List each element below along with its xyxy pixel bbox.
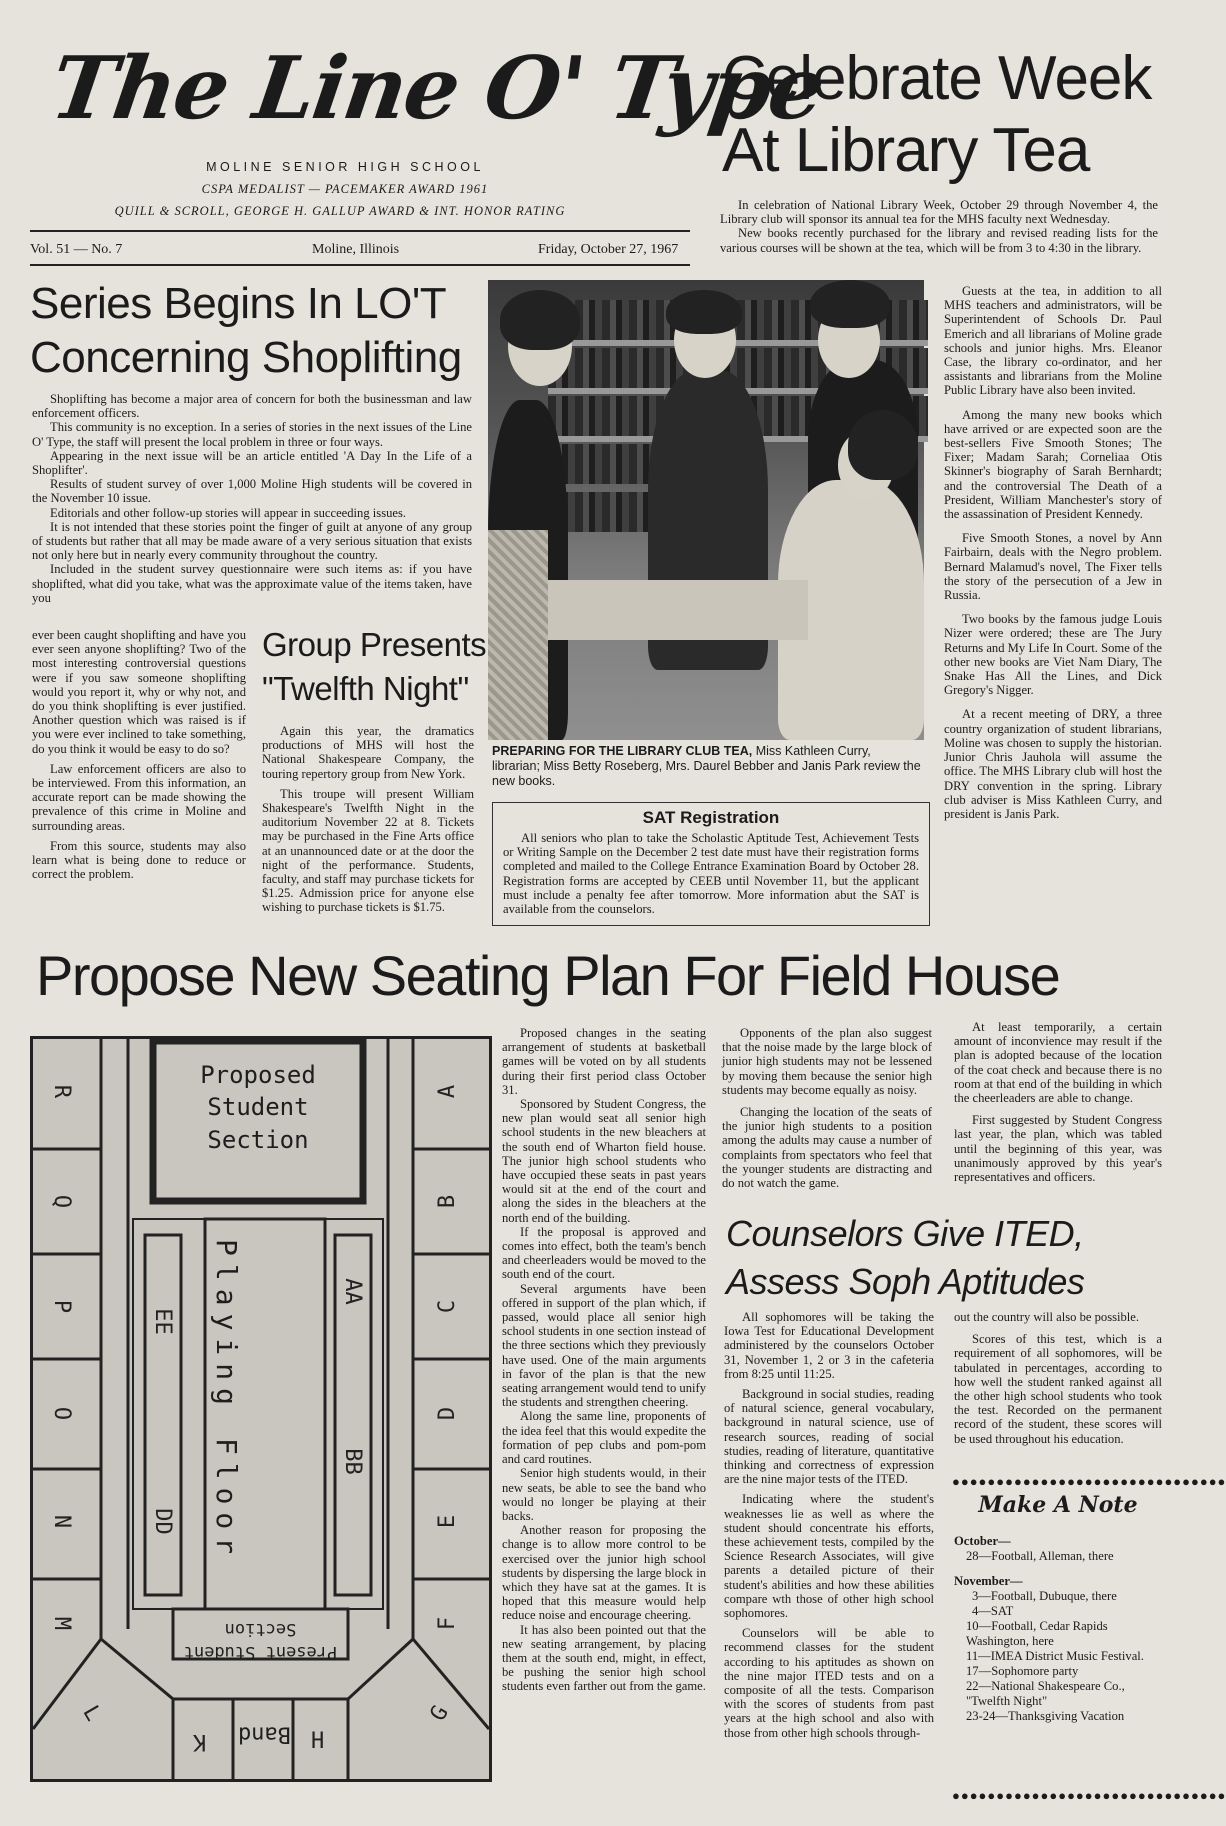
shoplifting-p7b: ever been caught shoplifting and have you ever seen anyone shoplifting? Two of the most interesting controversial questions were if you saw someone shoplifting would you report it, why or why not, and do you think shoplifting is ever justified. Another question which was raised is if you were ever inclined to take something, do you think it would be easy to do so? bbox=[32, 628, 246, 756]
counselors-column-1 bbox=[724, 1310, 934, 1740]
section-bb-label: BB bbox=[339, 1448, 365, 1475]
library-intro-p1: In celebration of National Library Week, October 29 through November 4, the Library club will sponsor its annual tea for the MHS faculty next Wednesday. bbox=[720, 198, 1158, 227]
proposed-student-section-label: Proposed Student Section bbox=[200, 1061, 316, 1154]
section-n-label: N bbox=[49, 1514, 75, 1529]
shoplifting-headline-line1: Series Begins In LO'T bbox=[30, 279, 447, 328]
shoplifting-body-left bbox=[32, 628, 246, 881]
playing-floor-label: Playing Floor bbox=[210, 1239, 243, 1563]
twelfth-night-p1: Again this year, the dramatics productions of MHS will host the National Shakespeare Company, the touring repertory group from New York. bbox=[262, 724, 474, 781]
masthead-school: MOLINE SENIOR HIGH SCHOOL bbox=[206, 160, 484, 174]
note-top-dots: ●●●●●●●●●●●●●●●●●●●●●●●●●●●●●●● bbox=[952, 1474, 1226, 1489]
note-november-item: 11—IMEA District Music Festival. bbox=[966, 1649, 1144, 1663]
section-g-label: G bbox=[425, 1701, 454, 1726]
photo-caption bbox=[492, 744, 922, 789]
counselors-column-2 bbox=[954, 1310, 1162, 1446]
note-october-label: October— bbox=[954, 1534, 1011, 1548]
section-c-label: C bbox=[435, 1299, 461, 1314]
library-col-p1: Guests at the tea, in addition to all MHS teachers and administrators, will be Superintendent of Schools Dr. Paul Emerich and all librarians of Moline grade schools and junior highs. Mrs. Eleanor Case, the library co-ordinator, and her assistants and librarians from the Moline Public Library have also been invited. bbox=[944, 284, 1162, 398]
seating-c1-p4: Several arguments have been offered in support of the plan which, if passed, would place all senior high school students in one section instead of the three sections which they previously have used. One of the main arguments in favor of the plan is that the new seating arrangement would tend to unify the students and strengthen cheering. bbox=[502, 1281, 706, 1410]
shoplifting-p4: Results of student survey of over 1,000 Moline High students will be covered in the November 10 issue. bbox=[32, 477, 472, 506]
sat-body: All seniors who plan to take the Scholastic Aptitude Test, Achievement Tests or Writing Sample on the December 2 test date must have their registration forms completed and mailed to the College Entrance Examination Board by October 28. Registration forms are accepted by CEEB until November 11, but the applicant must include a penalty fee after tomorrow. More information abut the SAT is available from the counselors. bbox=[503, 831, 919, 917]
section-r-label: R bbox=[49, 1084, 75, 1099]
seating-c1-p2: Sponsored by Student Congress, the new plan would seat all senior high school students in the new bleachers at the south end of Wharton field house. The junior high school students who have occupied these seats in past years would sit at the end of the court and along the sides in the bleachers at the north end of the building. bbox=[502, 1097, 706, 1225]
section-l-label: L bbox=[77, 1701, 106, 1726]
seating-c1-p8: It has also been pointed out that the new seating arrangement, by placing them at the south end, might, in effect, be pushing the senior high school students even farther out from the game. bbox=[502, 1622, 706, 1694]
library-column bbox=[944, 284, 1162, 821]
section-h-label: H bbox=[311, 1729, 325, 1754]
seating-c3-p2: First suggested by Student Congress last year, the plan, which was tabled until the beginning of this year, was unanimously approved by this year's representatives and officers. bbox=[954, 1113, 1162, 1185]
counselors-c1-p2: Background in social studies, reading of natural science, general vocabulary, background in natural science, use of research sources, reading of social studies, reading of literature, quantitative thinking and correctness of expression are the nine major tests of the ITED. bbox=[724, 1387, 934, 1487]
make-a-note-list bbox=[954, 1534, 1164, 1724]
section-dd-label: DD bbox=[149, 1508, 175, 1535]
library-col-p4: Two books by the famous judge Louis Nizer were ordered; these are The Jury Returns and My Life In Court. Some of the other new books are Viet Nam Diary, The Snake Has All the Lines, and Dick Gregory's Nigger. bbox=[944, 612, 1162, 698]
shoplifting-body-top bbox=[32, 392, 472, 605]
note-november-item: 3—Football, Dubuque, there bbox=[972, 1589, 1117, 1603]
masthead-title: The Line O' Type bbox=[44, 38, 830, 139]
note-bottom-dots: ●●●●●●●●●●●●●●●●●●●●●●●●●●●●●●● bbox=[952, 1788, 1226, 1803]
seating-headline: Propose New Seating Plan For Field House bbox=[36, 944, 1060, 1007]
library-headline-line1: Celebrate Week bbox=[722, 44, 1152, 113]
seating-c1-p1: Proposed changes in the seating arrangement of students at basketball games will be voted on by all students during their first period class October 31. bbox=[502, 1026, 706, 1097]
note-november-item: 10—Football, Cedar Rapids Washington, here bbox=[966, 1619, 1108, 1648]
note-october-item: 28—Football, Alleman, there bbox=[966, 1549, 1114, 1563]
shoplifting-p6: It is not intended that these stories point the finger of guilt at anyone of any group of students but rather that all may be made aware of a very serious situation that exists not only here but in nearly every community throughout the country. bbox=[32, 519, 472, 563]
shoplifting-p5: Editorials and other follow-up stories will appear in succeeding issues. bbox=[50, 505, 407, 520]
sat-headline: SAT Registration bbox=[642, 808, 780, 827]
dateline-place: Moline, Illinois bbox=[312, 242, 400, 257]
library-col-p2: Among the many new books which have arrived or are expected soon are the best-sellers Five Smooth Stones; The Fixer; Madam Sarah; Corneliaa Otis Skinner's biography of Sarah Bernhardt; and the controversial The Death of a President, William Manchester's story of the assassination of President Kennedy. bbox=[944, 407, 1162, 522]
seating-c1-p6: Senior high students would, in their new seats, be able to see the band who would no longer be playing at their backs. bbox=[502, 1466, 706, 1523]
shoplifting-p3: Appearing in the next issue will be an article entitled 'A Day In the Life of a Shoplifter'. bbox=[32, 448, 472, 478]
band-label: Band bbox=[238, 1721, 291, 1747]
twelfth-night-headline-line1: Group Presents bbox=[262, 626, 487, 663]
section-m-label: M bbox=[49, 1616, 75, 1631]
library-col-p3: Five Smooth Stones, a novel by Ann Fairbairn, deals with the Negro problem. Bernard Malamud's novel, The Fixer tells the story of the persecution of a Jew in Russia. bbox=[944, 531, 1162, 603]
seating-column-3 bbox=[954, 1020, 1162, 1184]
counselors-headline-line1: Counselors Give ITED, bbox=[726, 1213, 1084, 1254]
section-p-label: P bbox=[49, 1299, 75, 1314]
section-k-label: K bbox=[193, 1729, 207, 1754]
section-b-label: B bbox=[435, 1194, 461, 1209]
counselors-headline-line2: Assess Soph Aptitudes bbox=[726, 1261, 1085, 1302]
sat-box bbox=[492, 802, 930, 926]
counselors-c1-p4: Counselors will be able to recommend classes for the student according to his aptitudes as shown on the nine major ITED tests and on a composite of all the tests. Comparison with the scores of students from past years at the high school and also with those from other high schools through- bbox=[724, 1626, 934, 1740]
counselors-c2-p1: out the country will also be possible. bbox=[954, 1310, 1140, 1324]
note-november-item: 17—Sophomore party bbox=[966, 1664, 1079, 1678]
library-headline-line2: At Library Tea bbox=[722, 116, 1090, 185]
section-q-label: Q bbox=[49, 1194, 75, 1209]
counselors-c1-p1: All sophomores will be taking the Iowa Test for Educational Development administered by the counselors October 31, November 1, 2 or 3 in the cafeteria from 8:25 until 11:25. bbox=[724, 1310, 934, 1381]
seating-c3-p1: At least temporarily, a certain amount of inconvience may result if the plan is adopted because of the location of the coat check and because there is no room at that end of the building in which the cheerleaders are able to change. bbox=[954, 1020, 1162, 1106]
shoplifting-headline-line2: Concerning Shoplifting bbox=[30, 333, 462, 382]
counselors-c1-p3: Indicating where the student's weaknesses lie as well as where the student should concentrate his efforts, these achievement tests, compiled by the Science Research Associates, will give parents a detailed picture of their student's abilities and how these abilities compare wth those of other high school sophomores. bbox=[724, 1492, 934, 1621]
library-col-p5: At a recent meeting of DRY, a three country organization of student librarians, Moline was chosen to supply the historian. Junior Chris Jauhola will assume the office. The MHS Library club will host the DRY convention in the spring. Library club adviser is Miss Kathleen Curry, and president is Janis Park. bbox=[944, 707, 1162, 821]
field-house-seating-diagram bbox=[30, 1036, 492, 1782]
seating-c1-p7: Another reason for proposing the change is to allow more control to be exercised over the junior high school students by dispersing the large block in which they have sat at the games. It is hoped that this measure would help reduce noise and encourage cheering. bbox=[502, 1523, 706, 1623]
counselors-c2-p2: Scores of this test, which is a requirement of all sophomores, will be tabulated in percentages, according to how well the student ranked against all the other high school students who took the test. Recorded on the permanent record of the student, these scores will be used throughout his education. bbox=[954, 1332, 1162, 1446]
shoplifting-p2: This community is no exception. In a series of stories in the next issues of the Line O' Type, the staff will present the local problem in three or four ways. bbox=[32, 420, 472, 449]
note-november-item: 23-24—Thanksgiving Vacation bbox=[966, 1709, 1125, 1723]
issue-date: Friday, October 27, 1967 bbox=[538, 242, 679, 257]
section-d-label: D bbox=[435, 1406, 461, 1421]
shoplifting-p8: Law enforcement officers are also to be interviewed. From this information, an accurate report can be made showing the prevalence of this crime in Moline and surrounding areas. bbox=[32, 761, 246, 833]
seating-c2-p2: Changing the location of the seats of the junior high students to a position among the adults may cause a number of complaints from spectators who feel that the younger students are distracting and do not watch the game. bbox=[722, 1105, 932, 1191]
make-a-note-title: Make A Note bbox=[978, 1492, 1138, 1518]
library-intro-p2: New books recently purchased for the library and revised reading lists for the various courses will be shown at the tea, which will be from 3 to 4:30 in the library. bbox=[720, 226, 1158, 255]
library-intro bbox=[720, 198, 1158, 255]
seating-c2-p1: Opponents of the plan also suggest that the noise made by the large block of junior high students may not be lessened by moving them because the senior high students may become equally as noisy. bbox=[722, 1026, 932, 1097]
photo-caption-lead: PREPARING FOR THE LIBRARY CLUB TEA, bbox=[492, 744, 753, 758]
section-aa-label: AA bbox=[339, 1278, 365, 1305]
photo-caption-text: Miss Kathleen Curry, librarian; Miss Betty Roseberg, Mrs. Daurel Bebber and Janis Park review the new books. bbox=[492, 744, 921, 788]
shoplifting-p9: From this source, students may also learn what is being done to reduce or correct the problem. bbox=[32, 838, 246, 882]
seating-column-2 bbox=[722, 1026, 932, 1190]
shoplifting-p7a: Included in the student survey questionnaire were such items as: if you have shoplifted, what did you take, what was the approximate value of the items taken, have you bbox=[32, 562, 472, 605]
seating-c1-p5: Along the same line, proponents of the idea feel that this would expedite the formation of pep clubs and pom-pom and card routines. bbox=[502, 1409, 706, 1467]
section-f-label: F bbox=[435, 1616, 461, 1631]
section-o-label: O bbox=[49, 1406, 75, 1421]
masthead-award-line1: CSPA MEDALIST — PACEMAKER AWARD 1961 bbox=[201, 182, 489, 196]
seating-column-1 bbox=[502, 1026, 706, 1694]
twelfth-night-p2: This troupe will present William Shakespeare's Twelfth Night in the auditorium November 22 at 8. Tickets may be purchased in the Fine Arts office at an unannounced date or at the door the night of the performance. Students, faculty, and staff may purchase tickets for $1.25. Admission price for anyone else wishing to purchase tickets is $1.75. bbox=[262, 786, 474, 915]
note-november-item: 4—SAT bbox=[972, 1604, 1014, 1618]
library-club-photo bbox=[488, 280, 924, 740]
twelfth-night-headline-line2: "Twelfth Night" bbox=[262, 670, 469, 707]
twelfth-night-body bbox=[262, 724, 474, 915]
shoplifting-p1: Shoplifting has become a major area of concern for both the businessman and law enforcement officers. bbox=[32, 392, 472, 421]
note-november-label: November— bbox=[954, 1574, 1023, 1588]
section-a-label: A bbox=[435, 1084, 461, 1099]
volume-number: Vol. 51 — No. 7 bbox=[30, 242, 123, 257]
section-ee-label: EE bbox=[149, 1308, 175, 1335]
note-november-item: 22—National Shakespeare Co., "Twelfth Night" bbox=[966, 1679, 1125, 1708]
seating-c1-p3: If the proposal is approved and comes into effect, both the team's bench and cheerleaders would be moved to the south end of the court. bbox=[502, 1224, 706, 1282]
section-e-label: E bbox=[435, 1514, 461, 1529]
masthead-award-line2: QUILL & SCROLL, GEORGE H. GALLUP AWARD & INT. HONOR RATING bbox=[114, 204, 566, 218]
present-student-section-label: Present Student Section bbox=[183, 1618, 338, 1662]
